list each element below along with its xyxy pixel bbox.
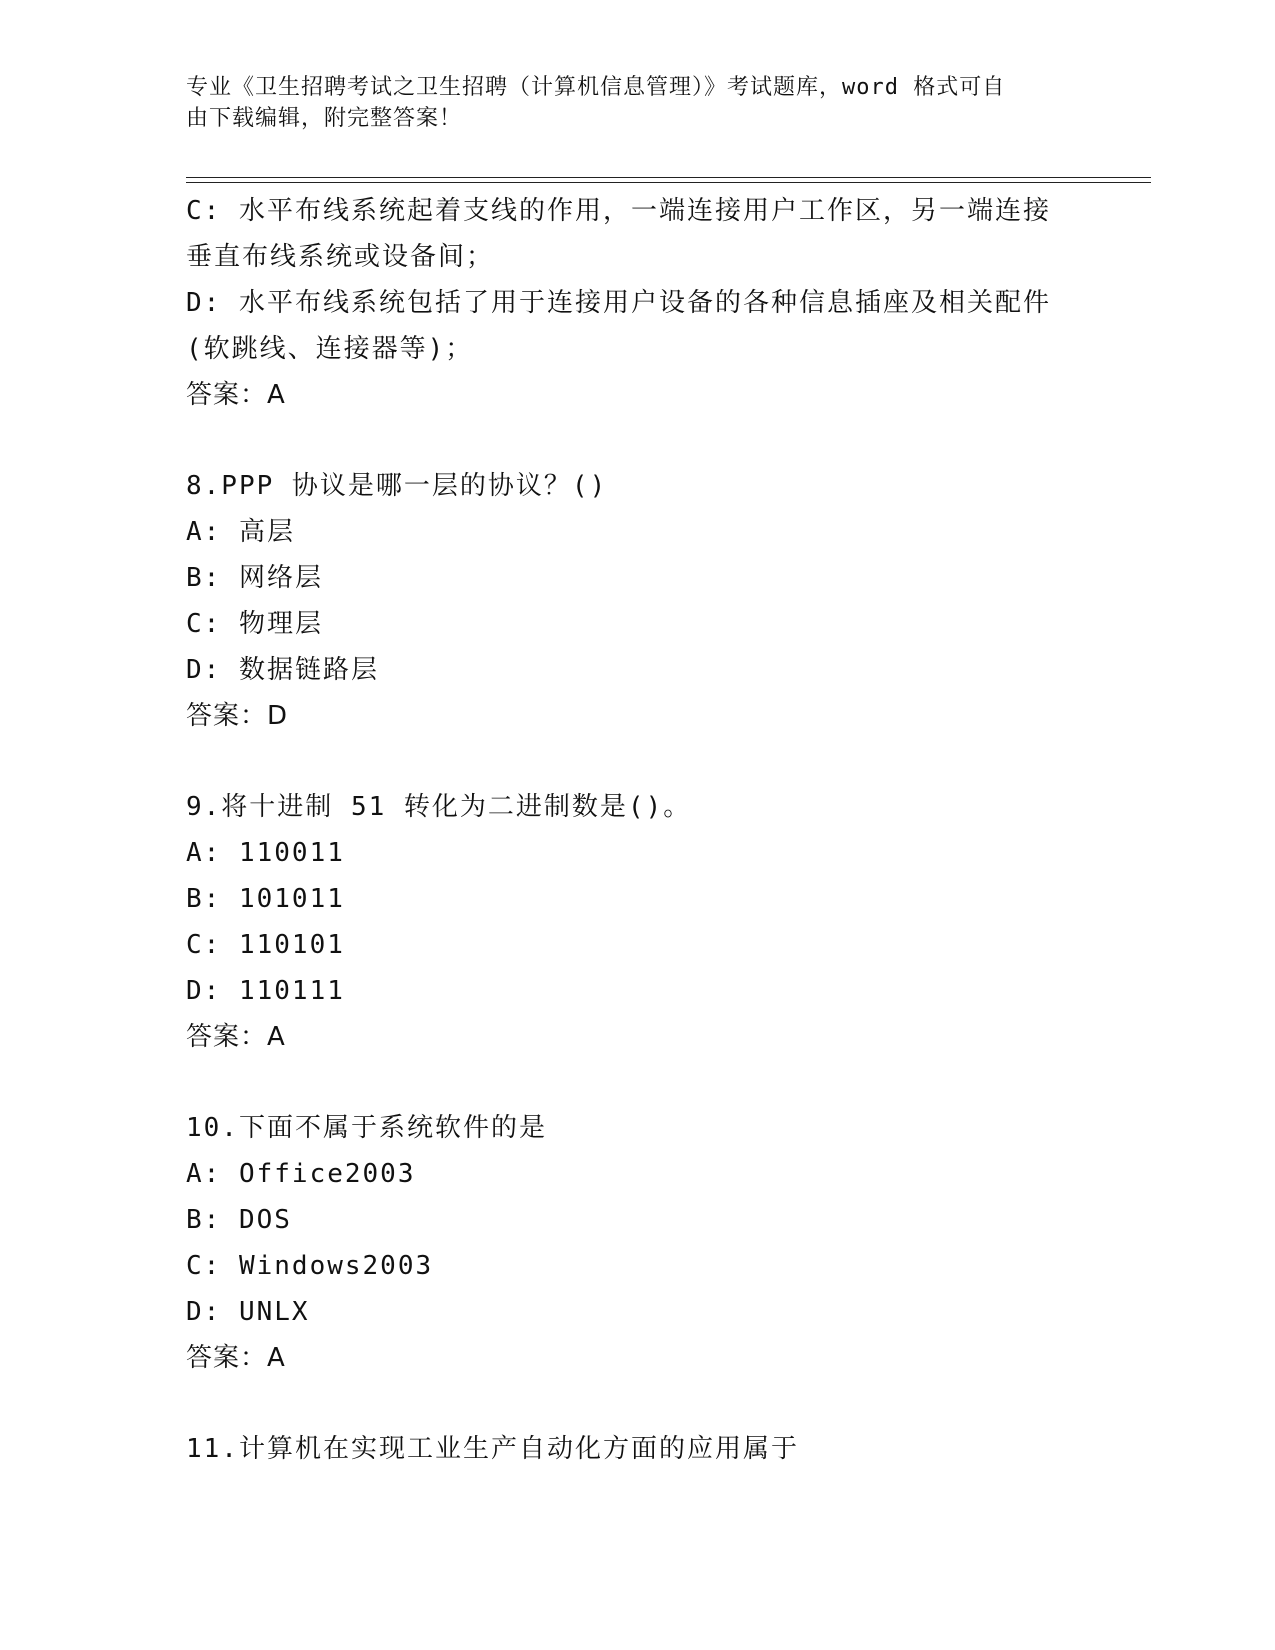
answer-line: 答案：A bbox=[186, 1343, 286, 1373]
option-line: (软跳线、连接器等)； bbox=[186, 334, 474, 364]
option-line: 垂直布线系统或设备间； bbox=[186, 242, 495, 272]
option-d: D: 数据链路层 bbox=[186, 655, 379, 685]
question-text: 10.下面不属于系统软件的是 bbox=[186, 1113, 547, 1143]
option-c: C: Windows2003 bbox=[186, 1251, 434, 1281]
question-block-7 bbox=[186, 188, 1086, 418]
option-line: C: 水平布线系统起着支线的作用，一端连接用户工作区，另一端连接 bbox=[186, 196, 1051, 226]
option-a: A: 110011 bbox=[186, 838, 345, 868]
question-block-11 bbox=[186, 1426, 1086, 1472]
option-b: B: 101011 bbox=[186, 884, 345, 914]
spacer bbox=[186, 739, 1086, 784]
question-block-10 bbox=[186, 1105, 1086, 1381]
answer-line: 答案：D bbox=[186, 701, 289, 731]
option-d: D: UNLX bbox=[186, 1297, 310, 1327]
question-text: 8.PPP 协议是哪一层的协议？() bbox=[186, 471, 608, 501]
question-block-8 bbox=[186, 463, 1086, 739]
option-b: B: 网络层 bbox=[186, 563, 323, 593]
answer-line: 答案：A bbox=[186, 380, 286, 410]
spacer bbox=[186, 418, 1086, 463]
option-a: A: 高层 bbox=[186, 517, 295, 547]
option-d: D: 110111 bbox=[186, 976, 345, 1006]
option-line: D: 水平布线系统包括了用于连接用户设备的各种信息插座及相关配件 bbox=[186, 288, 1051, 318]
question-text: 9.将十进制 51 转化为二进制数是()。 bbox=[186, 792, 692, 822]
header-double-rule bbox=[186, 177, 1151, 183]
header-line-1: 专业《卫生招聘考试之卫生招聘（计算机信息管理）》考试题库，word 格式可自 bbox=[186, 75, 1006, 100]
question-block-9 bbox=[186, 784, 1086, 1060]
option-b: B: DOS bbox=[186, 1205, 292, 1235]
spacer bbox=[186, 1381, 1086, 1426]
question-text: 11.计算机在实现工业生产自动化方面的应用属于 bbox=[186, 1434, 799, 1464]
spacer bbox=[186, 1060, 1086, 1105]
header-line-2: 由下载编辑，附完整答案！ bbox=[186, 106, 463, 131]
question-list bbox=[186, 188, 1086, 1472]
option-a: A: Office2003 bbox=[186, 1159, 416, 1189]
answer-line: 答案：A bbox=[186, 1022, 286, 1052]
option-c: C: 110101 bbox=[186, 930, 345, 960]
option-c: C: 物理层 bbox=[186, 609, 323, 639]
document-header bbox=[186, 72, 1066, 134]
